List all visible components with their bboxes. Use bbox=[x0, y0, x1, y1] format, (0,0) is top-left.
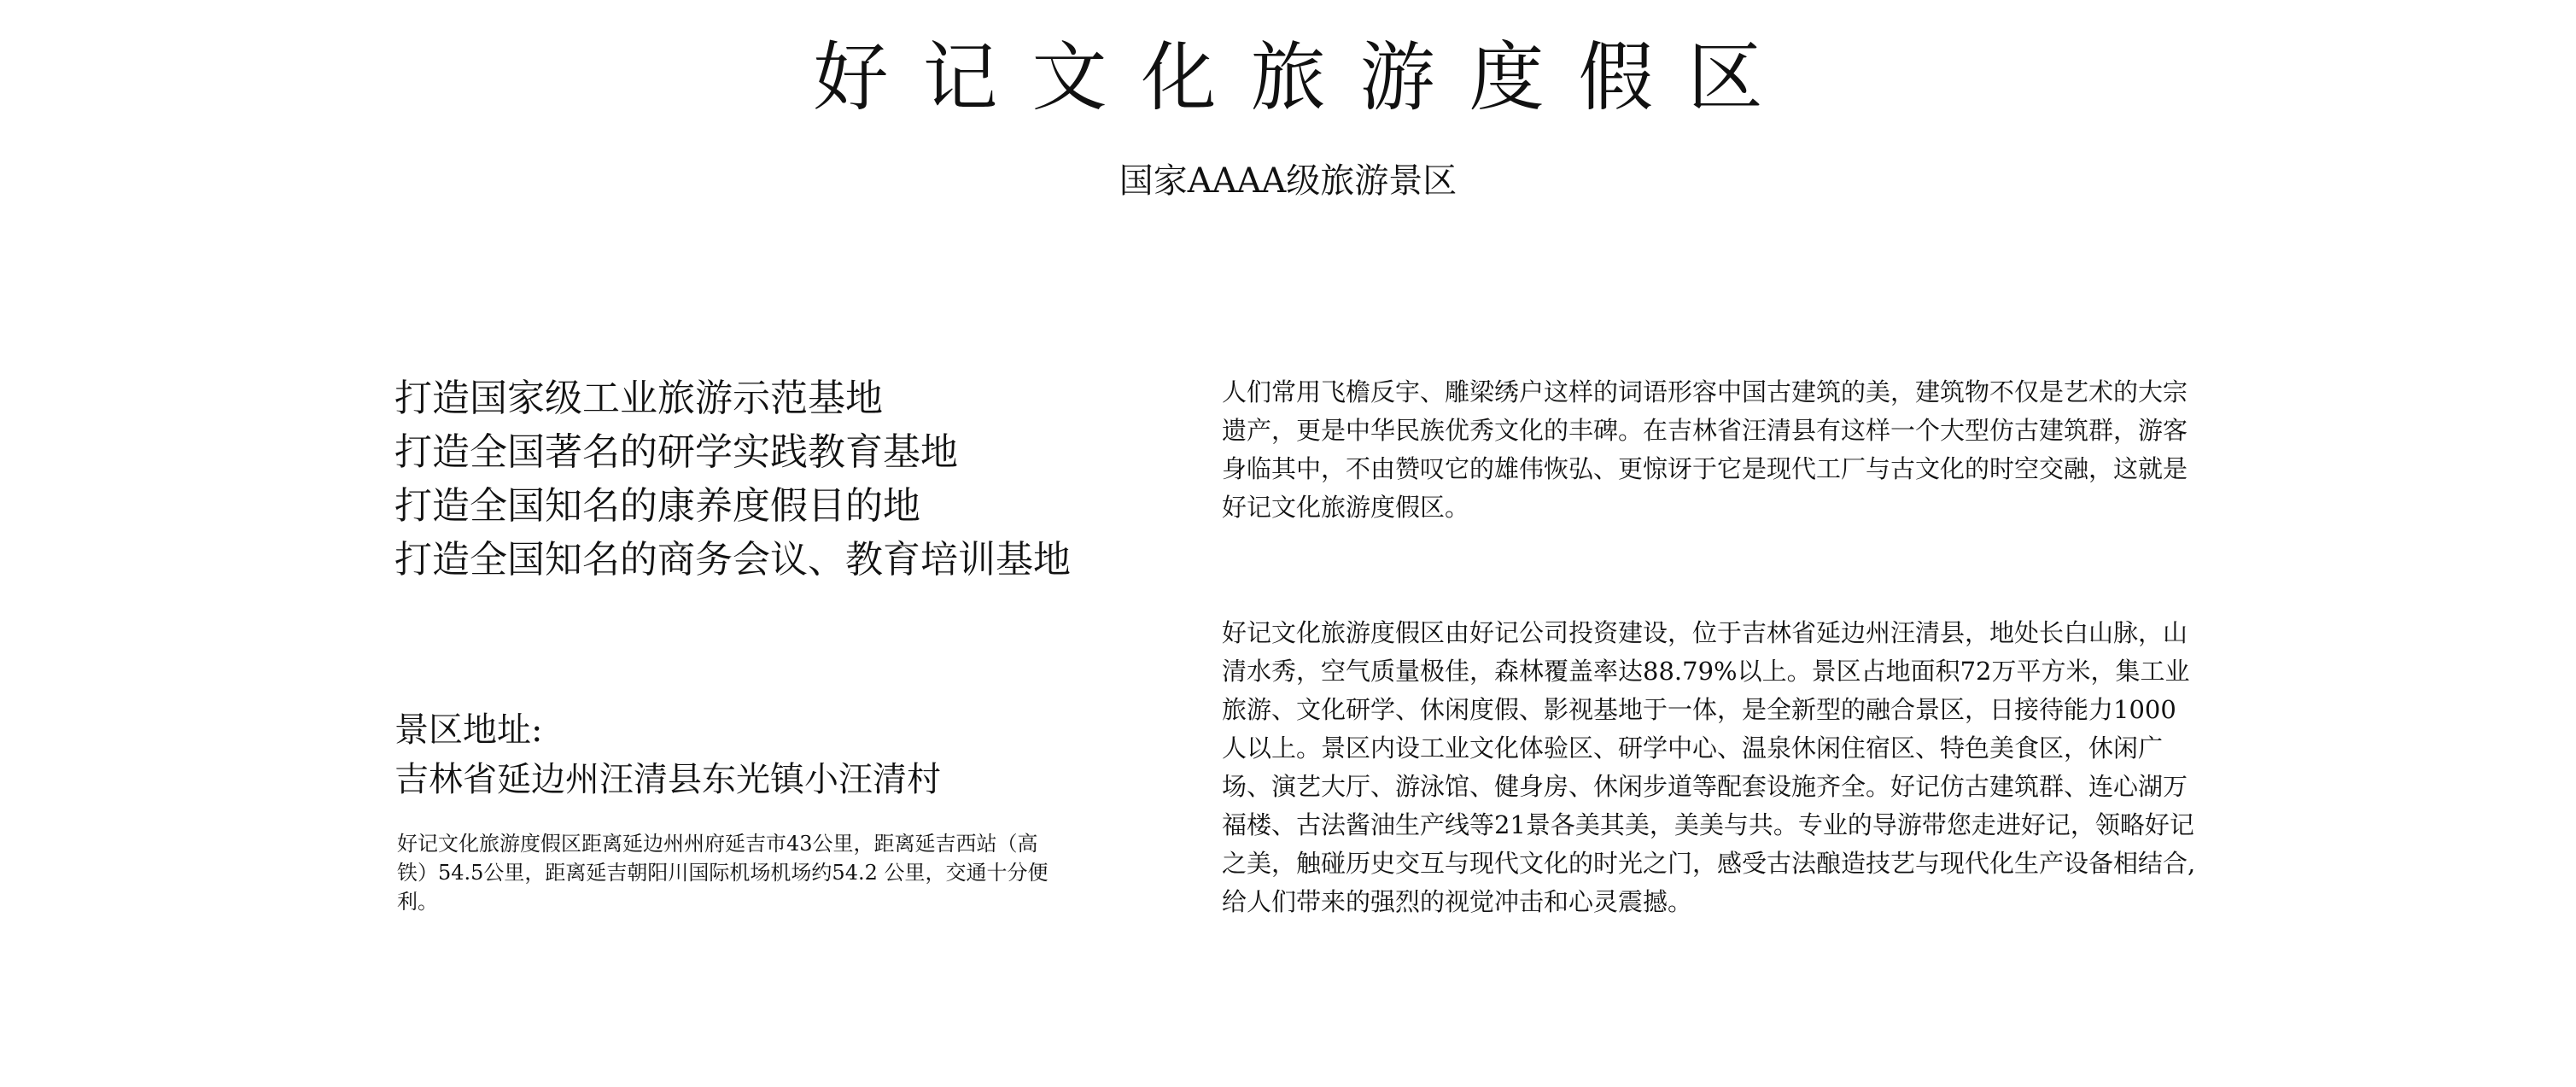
transport-info: 好记文化旅游度假区距离延边州州府延吉市43公里，距离延吉西站（高铁）54.5公里，距离延吉朝阳川国际机场机场约54.2 公里，交通十分便利。 bbox=[397, 832, 1049, 914]
intro-paragraph-1: 人们常用飞檐反宇、雕梁绣户这样的词语形容中国古建筑的美，建筑物不仅是艺术的大宗遗产，更是中华民族优秀文化的丰碑。在吉林省汪清县有这样一个大型仿古建筑群，游客身临其中，不由赞叹它的雄伟恢弘、更惊讶于它是现代工厂与古文化的时空交融，这就是好记文化旅游度假区。 bbox=[1222, 377, 2188, 522]
page-subtitle: 国家AAAA级旅游景区 bbox=[1119, 161, 1457, 201]
page-title: 好记文化旅游度假区 bbox=[813, 33, 1797, 121]
intro-paragraph-2: 好记文化旅游度假区由好记公司投资建设，位于吉林省延边州汪清县，地处长白山脉，山清水秀，空气质量极佳，森林覆盖率达88.79%以上。景区占地面积72万平方米，集工业旅游、文化研学、休闲度假、影视基地于一体，是全新型的融合景区，日接待能力1000人以上。景区内设工业文化体验区、研学中心、温泉休闲住宿区、特色美食区，休闲广场、演艺大厅、游泳馆、健身房、休闲步道等配套设施齐全。好记仿古建筑群、连心湖万福楼、古法酱油生产线等21景各美其美，美美与共。专业的导游带您走进好记，领略好记之美，触碰历史交互与现代文化的时光之门，感受古法酿造技艺与现代化生产设备相结合,给人们带来的强烈的视觉冲击和心灵震撼。 bbox=[1222, 618, 2196, 916]
address-block bbox=[394, 705, 941, 804]
slogan-list bbox=[394, 371, 1071, 587]
slogan-item: 打造全国知名的商务会议、教育培训基地 bbox=[394, 538, 1071, 581]
slogan-item: 打造全国知名的康养度假目的地 bbox=[394, 484, 920, 528]
address-label: 景区地址: bbox=[394, 710, 543, 750]
slogan-item: 打造国家级工业旅游示范基地 bbox=[394, 377, 883, 420]
slogan-item: 打造全国著名的研学实践教育基地 bbox=[394, 430, 958, 474]
address-value: 吉林省延边州汪清县东光镇小汪清村 bbox=[394, 760, 941, 799]
